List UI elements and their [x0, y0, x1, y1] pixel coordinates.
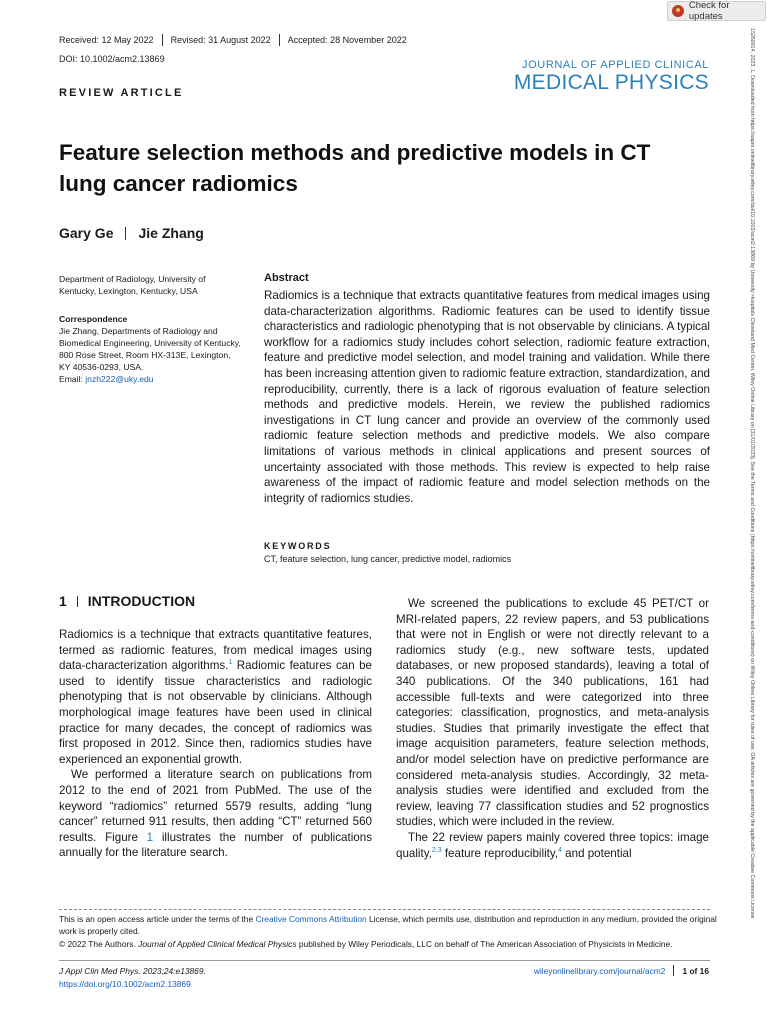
text-run: illustrates the number of publications annually for the literature search. [59, 830, 372, 860]
author-name: Jie Zhang [138, 225, 204, 241]
journal-site-link[interactable]: wileyonlinelibrary.com/journal/acm2 [533, 965, 666, 976]
article-dates [59, 34, 407, 46]
received-date: Received: 12 May 2022 [59, 35, 154, 45]
paper-title: Feature selection methods and predictive models in CT lung cancer radiomics [59, 140, 651, 196]
email-link[interactable]: jnzh222@uky.edu [85, 374, 154, 384]
citation-text: J Appl Clin Med Phys. 2023;24:e13869. [59, 966, 206, 976]
article-doi: DOI: 10.1002/acm2.13869 [59, 54, 165, 64]
cc-license-link[interactable]: Creative Commons Attribution [255, 914, 367, 924]
correspondence-text: Jie Zhang, Departments of Radiology and Biomedical Engineering, University of Kentucky, 800 Rose Street, Room HX-313E, Lexington, KY 40536-0293, USA. [59, 326, 241, 372]
doi-link[interactable]: https://doi.org/10.1002/acm2.13869 [59, 978, 191, 989]
footer-citation [59, 965, 206, 990]
license-block [59, 913, 719, 950]
check-for-updates-button[interactable] [667, 1, 766, 21]
keywords-heading: KEYWORDS [264, 541, 332, 551]
article-type: REVIEW ARTICLE [59, 87, 184, 99]
text-run: © 2022 The Authors. [59, 938, 139, 949]
text-run: We performed a literature search on publications from 2012 to the end of 2021 from PubMed. The use of the keyword “radiomics” returned 5579 results, adding “lung cancer” returned 911 results, then adding “CT” returned 560 results. Figure [59, 768, 372, 844]
section-heading [59, 593, 195, 609]
footer-right [534, 965, 709, 976]
paragraph [59, 767, 372, 861]
text-run: feature reproducibility, [441, 846, 559, 860]
download-watermark: 15269914, 2023, 1, Downloaded from https://aapm.onlinelibrary.wiley.com/doi/10.1002/acm2.13869 by University Hospitals Cleveland Med Center, Wiley Online Library on [31/01/2023]. See the Terms and Conditions (https://onlinelibrary.wiley.com/terms-and-conditions) on Wiley Online Library for rules of use; OA articles are governed by the applicable Creative Commons License [749, 28, 755, 919]
citation-link[interactable]: 2,3 [431, 846, 442, 854]
license-divider [59, 909, 710, 910]
paragraph [59, 627, 372, 767]
accepted-date: Accepted: 28 November 2022 [287, 35, 407, 45]
text-run: and potential [561, 846, 632, 860]
section-title: INTRODUCTION [87, 593, 196, 609]
revised-date: Revised: 31 August 2022 [170, 35, 271, 45]
citation-link[interactable]: 4 [558, 846, 562, 854]
abstract-text: Radiomics is a technique that extracts quantitative features from medical images using data-characterization algorithms. Radiomic features can be used to identify tissue characteristics and radiologic phenotyping that is not observable by clinicians. A typical workflow for a radiomics study includes cohort selection, radiomic feature extraction, feature and predictive model selection, and model training and validation. While there has been increasing attention given to radiomic feature extraction, standardization, and reproducibility, currently, there is a lack of rigorous evaluation of feature selection methods and predictive models. Herein, we review the published radiomics investigations in CT lung cancer and provide an overview of the commonly used radiomic feature selection methods and predictive models. We also compare limitations of various methods in clinical applications and present sources of uncertainty associated with those methods. This review is expected to help raise awareness of the impact of radiomic feature and model selection methods on the integrity of radiomics studies. [264, 289, 710, 505]
author-name: Gary Ge [59, 225, 114, 241]
affiliation: Department of Radiology, University of Kentucky, Lexington, Kentucky, USA [59, 274, 206, 296]
author-list [59, 225, 204, 241]
crossmark-icon [672, 5, 684, 17]
body-column-right [396, 596, 709, 861]
text-run: published by Wiley Periodicals, LLC on behalf of The American Association of Physicists in Medicine. [296, 938, 673, 949]
divider [125, 227, 126, 240]
footer-divider [59, 960, 710, 961]
text-run: License, which permits use, distribution and reproduction in any medium, provided the original work is properly cited. [59, 914, 717, 937]
text-run: Radiomics is a technique that extracts quantitative features, termed as radiomic features, from medical images using data-characterization algorithms. [59, 628, 372, 673]
abstract-heading: Abstract [264, 272, 309, 284]
correspondence-block [59, 325, 244, 385]
journal-name: Journal of Applied Clinical Medical Physics [138, 938, 297, 949]
text-run: The 22 review papers mainly covered three topics: image quality, [396, 830, 709, 860]
page-number: 1 of 16 [682, 965, 709, 976]
text-run: This is an open access article under the terms of the [59, 914, 256, 924]
figure-link[interactable]: 1 [146, 830, 154, 844]
body-column-left [59, 627, 372, 861]
journal-logo [514, 59, 709, 94]
keywords-text: CT, feature selection, lung cancer, predictive model, radiomics [264, 554, 512, 564]
divider [673, 965, 674, 976]
divider [77, 596, 78, 607]
journal-logo-line1: JOURNAL OF APPLIED CLINICAL [522, 59, 709, 71]
divider [162, 34, 163, 46]
section-number: 1 [59, 593, 67, 609]
journal-logo-line2: MEDICAL PHYSICS [513, 71, 709, 94]
check-updates-label: Check for updates [688, 0, 730, 22]
correspondence-heading: Correspondence [59, 314, 128, 324]
citation-link[interactable]: 1 [228, 659, 233, 667]
email-label: Email: [59, 374, 86, 384]
paragraph: We screened the publications to exclude 45 PET/CT or MRI-related papers, 22 review papers, and 53 publications that were not in English or were not directly relevant to a radiomics study (e.g., new software tests, updated databases, or new proposed standards), leaving a total of 340 publications. Of the 340 publications, 161 had accessible full-texts and were categorized into three categories: classification, prognostics, and meta-analysis studies. Studies that primarily investigate the effect that image acquisition parameters, feature selection methods, and/or model selection have on predictive performance are considered meta-analysis studies. Accordingly, 32 meta-analysis studies were identified and excluded from the review, leaving 77 classification studies and 52 prognostics studies, which were included in the review. [396, 597, 709, 829]
paragraph [396, 830, 709, 861]
divider [279, 34, 280, 46]
text-run: Radiomic features can be used to identify tissue characteristics and radiologic phenotyping that is not observable by clinicians. Although morphological image features have been used in clinical practice for many decades, the concept of radiomics was first proposed in 2012. Since then, radiomics studies have experienced an exponential growth. [59, 659, 372, 766]
